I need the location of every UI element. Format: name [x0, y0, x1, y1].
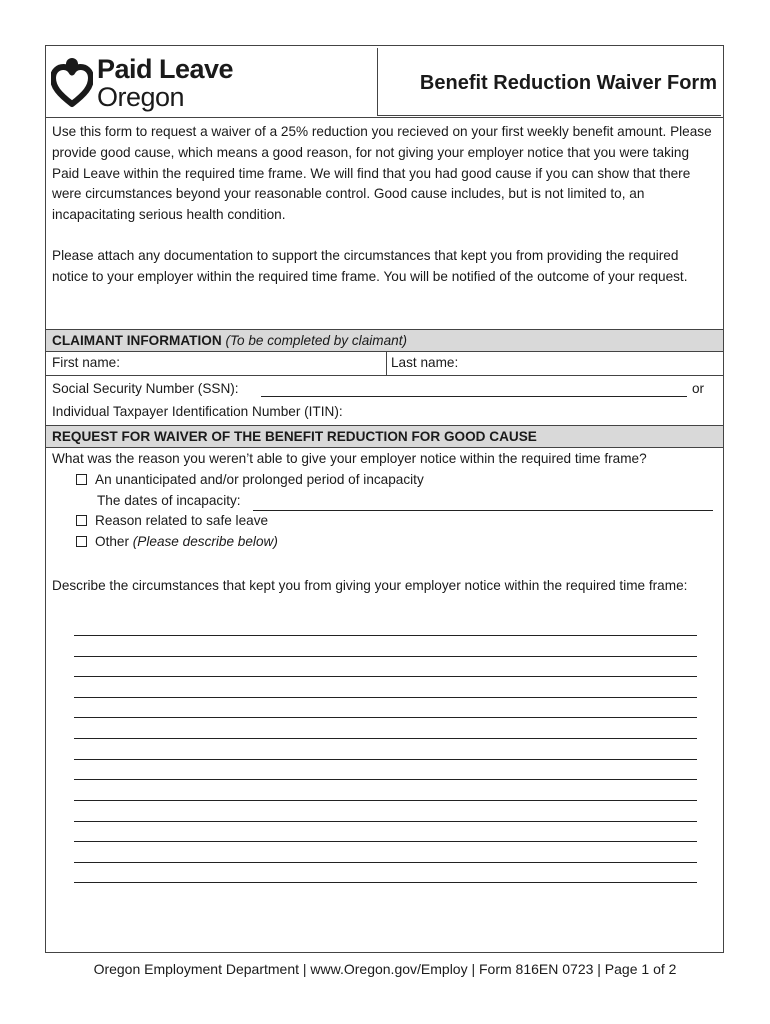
claimant-section-note: (To be completed by claimant)	[225, 333, 408, 348]
description-line[interactable]	[74, 800, 697, 801]
safe-leave-checkbox[interactable]	[76, 515, 87, 526]
incapacity-checkbox[interactable]	[76, 474, 87, 485]
dates-input-line[interactable]	[253, 510, 713, 511]
option-other[interactable]	[76, 534, 278, 549]
dates-of-incapacity-label: The dates of incapacity:	[97, 493, 241, 508]
incapacity-label: An unanticipated and/or prolonged period of incapacity	[95, 472, 424, 487]
option-incapacity[interactable]	[76, 472, 424, 487]
name-divider	[386, 352, 387, 375]
description-line[interactable]	[74, 862, 697, 863]
paid-leave-oregon-logo	[51, 54, 251, 114]
description-line[interactable]	[74, 635, 697, 636]
title-box	[377, 48, 721, 116]
intro-paragraph-1: Use this form to request a waiver of a 25% reduction you recieved on your first weekly benefit amount. Please provide good cause, which means a good reason, for not giving your employer notice that you were taking Paid Leave within the required time frame. We will find that you had good cause if you can show that there were circumstances beyond your reasonable control. Good cause includes, but is not limited to, an incapacitating serious health condition.	[52, 124, 712, 223]
page-footer: Oregon Employment Department | www.Oregon.gov/Employ | Form 816EN 0723 | Page 1 of 2	[93, 961, 677, 977]
reason-question: What was the reason you weren’t able to give your employer notice within the required time frame?	[52, 451, 647, 466]
request-section-title: REQUEST FOR WAIVER OF THE BENEFIT REDUCTION FOR GOOD CAUSE	[52, 429, 537, 444]
ssn-label: Social Security Number (SSN):	[52, 381, 239, 396]
request-section-header	[46, 425, 723, 448]
description-line[interactable]	[74, 656, 697, 657]
other-checkbox[interactable]	[76, 536, 87, 547]
name-row	[46, 352, 723, 376]
description-line[interactable]	[74, 676, 697, 677]
intro-paragraph-2: Please attach any documentation to support the circumstances that kept you from providing the required notice to your employer within the required time frame. You will be notified of the outcome of your request.	[52, 248, 688, 284]
other-note: (Please describe below)	[132, 534, 278, 549]
description-line[interactable]	[74, 759, 697, 760]
description-line[interactable]	[74, 717, 697, 718]
brand-line-1: Paid Leave	[97, 54, 234, 84]
describe-prompt: Describe the circumstances that kept you from giving your employer notice within the required time frame:	[52, 578, 688, 593]
description-line[interactable]	[74, 738, 697, 739]
last-name-field[interactable]: Last name:	[391, 355, 459, 370]
itin-field[interactable]: Individual Taxpayer Identification Number (ITIN):	[52, 404, 343, 419]
safe-leave-label: Reason related to safe leave	[95, 513, 269, 528]
form-page	[45, 45, 724, 953]
form-header	[46, 46, 723, 118]
header-divider	[46, 117, 723, 118]
claimant-section-header	[46, 329, 723, 352]
other-label: Other	[95, 534, 129, 549]
heart-person-icon	[51, 56, 93, 108]
ssn-input-line[interactable]	[261, 396, 687, 397]
description-line[interactable]	[74, 821, 697, 822]
description-line[interactable]	[74, 882, 697, 883]
claimant-section-title: CLAIMANT INFORMATION	[52, 333, 222, 348]
option-safe-leave[interactable]	[76, 513, 268, 528]
brand-line-2: Oregon	[97, 82, 185, 112]
ssn-or-text: or	[692, 381, 705, 396]
form-title: Benefit Reduction Waiver Form	[419, 72, 717, 94]
first-name-field[interactable]: First name:	[52, 355, 120, 370]
description-line[interactable]	[74, 779, 697, 780]
description-line[interactable]	[74, 697, 697, 698]
description-line[interactable]	[74, 841, 697, 842]
